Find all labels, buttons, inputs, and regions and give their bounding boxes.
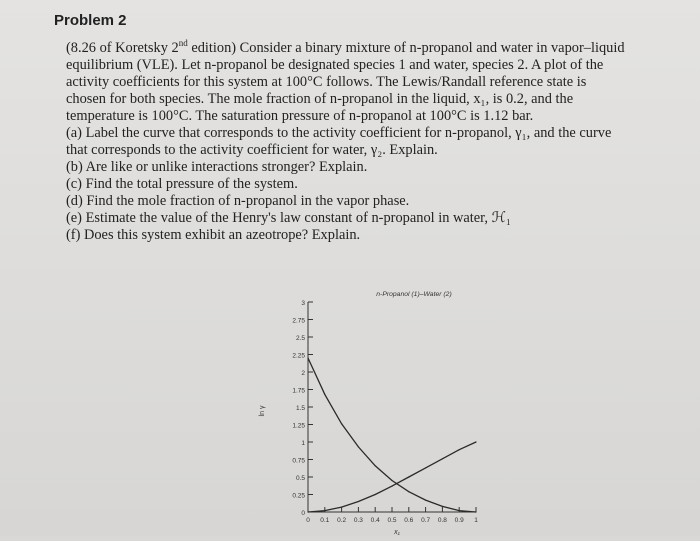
x-tick-label: 0.9: [454, 517, 464, 524]
data-point: [324, 394, 325, 395]
x-tick-label: 0: [306, 517, 310, 524]
body-line: equilibrium (VLE). Let n-propanol be designated species 1 and water, species 2. A plot of the: [66, 57, 604, 73]
x-tick-label: 0.3: [353, 517, 363, 524]
data-point: [341, 423, 342, 424]
x-tick-label: 0.7: [421, 517, 431, 524]
y-tick-label: 1.75: [292, 387, 305, 395]
y-tick-label: 2.5: [295, 335, 305, 342]
x-tick-label: 0.5: [387, 517, 397, 524]
question-a: (a) Label the curve that corresponds to the activity coefficient for n-propanol, γ₁, and the curve: [66, 125, 612, 141]
data-point: [358, 501, 359, 502]
y-tick-label: 0.75: [292, 457, 305, 465]
y-tick-label: 3: [301, 300, 305, 307]
y-tick-label: 2.75: [292, 317, 305, 325]
body-line: chosen for both species. The mole fraction of n-propanol in the liquid, x₁, is 0.2, and the: [66, 91, 574, 107]
problem-body: [66, 40, 696, 244]
data-point: [375, 465, 376, 466]
y-axis-label: ln γ: [259, 405, 266, 417]
data-point: [425, 467, 426, 468]
y-tick-label: 0: [301, 510, 305, 517]
data-point: [459, 449, 460, 450]
x-axis-label: x₁: [394, 529, 400, 536]
chart-svg: [240, 280, 500, 536]
x-tick-label: 0.4: [370, 517, 380, 524]
question-b: (b) Are like or unlike interactions stronger? Explain.: [66, 159, 368, 175]
x-tick-label: 0.8: [437, 517, 447, 524]
data-point: [408, 476, 409, 477]
data-point: [391, 480, 392, 481]
y-tick-label: 2.25: [292, 352, 305, 360]
x-tick-label: 0.1: [320, 517, 330, 524]
data-point: [425, 500, 426, 501]
data-point: [341, 507, 342, 508]
data-point: [475, 441, 476, 442]
body-line-part: (8.26 of Koretsky 2: [66, 40, 179, 56]
problem-heading: Problem 2: [54, 12, 127, 29]
data-point: [358, 446, 359, 447]
data-point: [324, 510, 325, 511]
series-line-1: [308, 358, 476, 512]
question-c: (c) Find the total pressure of the system.: [66, 176, 298, 192]
y-tick-label: 1.5: [295, 405, 305, 412]
body-line: temperature is 100°C. The saturation pressure of n-propanol at 100°C is 1.12 bar.: [66, 108, 534, 124]
data-point: [391, 486, 392, 487]
x-tick-label: 0.6: [404, 517, 414, 524]
y-tick-label: 0.5: [295, 475, 305, 482]
y-tick-label: 0.25: [292, 492, 305, 500]
data-point: [442, 458, 443, 459]
ordinal-superscript: nd: [178, 38, 188, 49]
data-point: [375, 494, 376, 495]
y-tick-label: 1: [301, 440, 305, 447]
y-tick-label: 2: [301, 370, 305, 377]
x-tick-label: 1: [474, 517, 478, 524]
body-line-part: edition) Consider a binary mixture of n-propanol and water in vapor–liquid: [187, 40, 625, 56]
chart-title: n-Propanol (1)–Water (2): [376, 291, 452, 298]
series-line-2: [308, 442, 476, 512]
data-point: [307, 511, 308, 512]
data-point: [475, 511, 476, 512]
y-tick-label: 1.25: [292, 422, 305, 430]
question-a-cont: that corresponds to the activity coefficient for water, γ₂. Explain.: [66, 142, 438, 158]
x-tick-label: 0.2: [337, 517, 347, 524]
question-d: (d) Find the mole fraction of n-propanol in the vapor phase.: [66, 193, 410, 209]
body-line: activity coefficients for this system at 100°C follows. The Lewis/Randall reference state is: [66, 74, 587, 90]
data-point: [459, 510, 460, 511]
data-point: [408, 491, 409, 492]
data-point: [307, 357, 308, 358]
activity-coefficient-chart: [240, 280, 500, 541]
data-point: [442, 506, 443, 507]
question-e: (e) Estimate the value of the Henry's law constant of n-propanol in water, ℋ₁: [66, 210, 511, 226]
body-line: [66, 40, 696, 57]
question-f: (f) Does this system exhibit an azeotrope? Explain.: [66, 227, 361, 243]
